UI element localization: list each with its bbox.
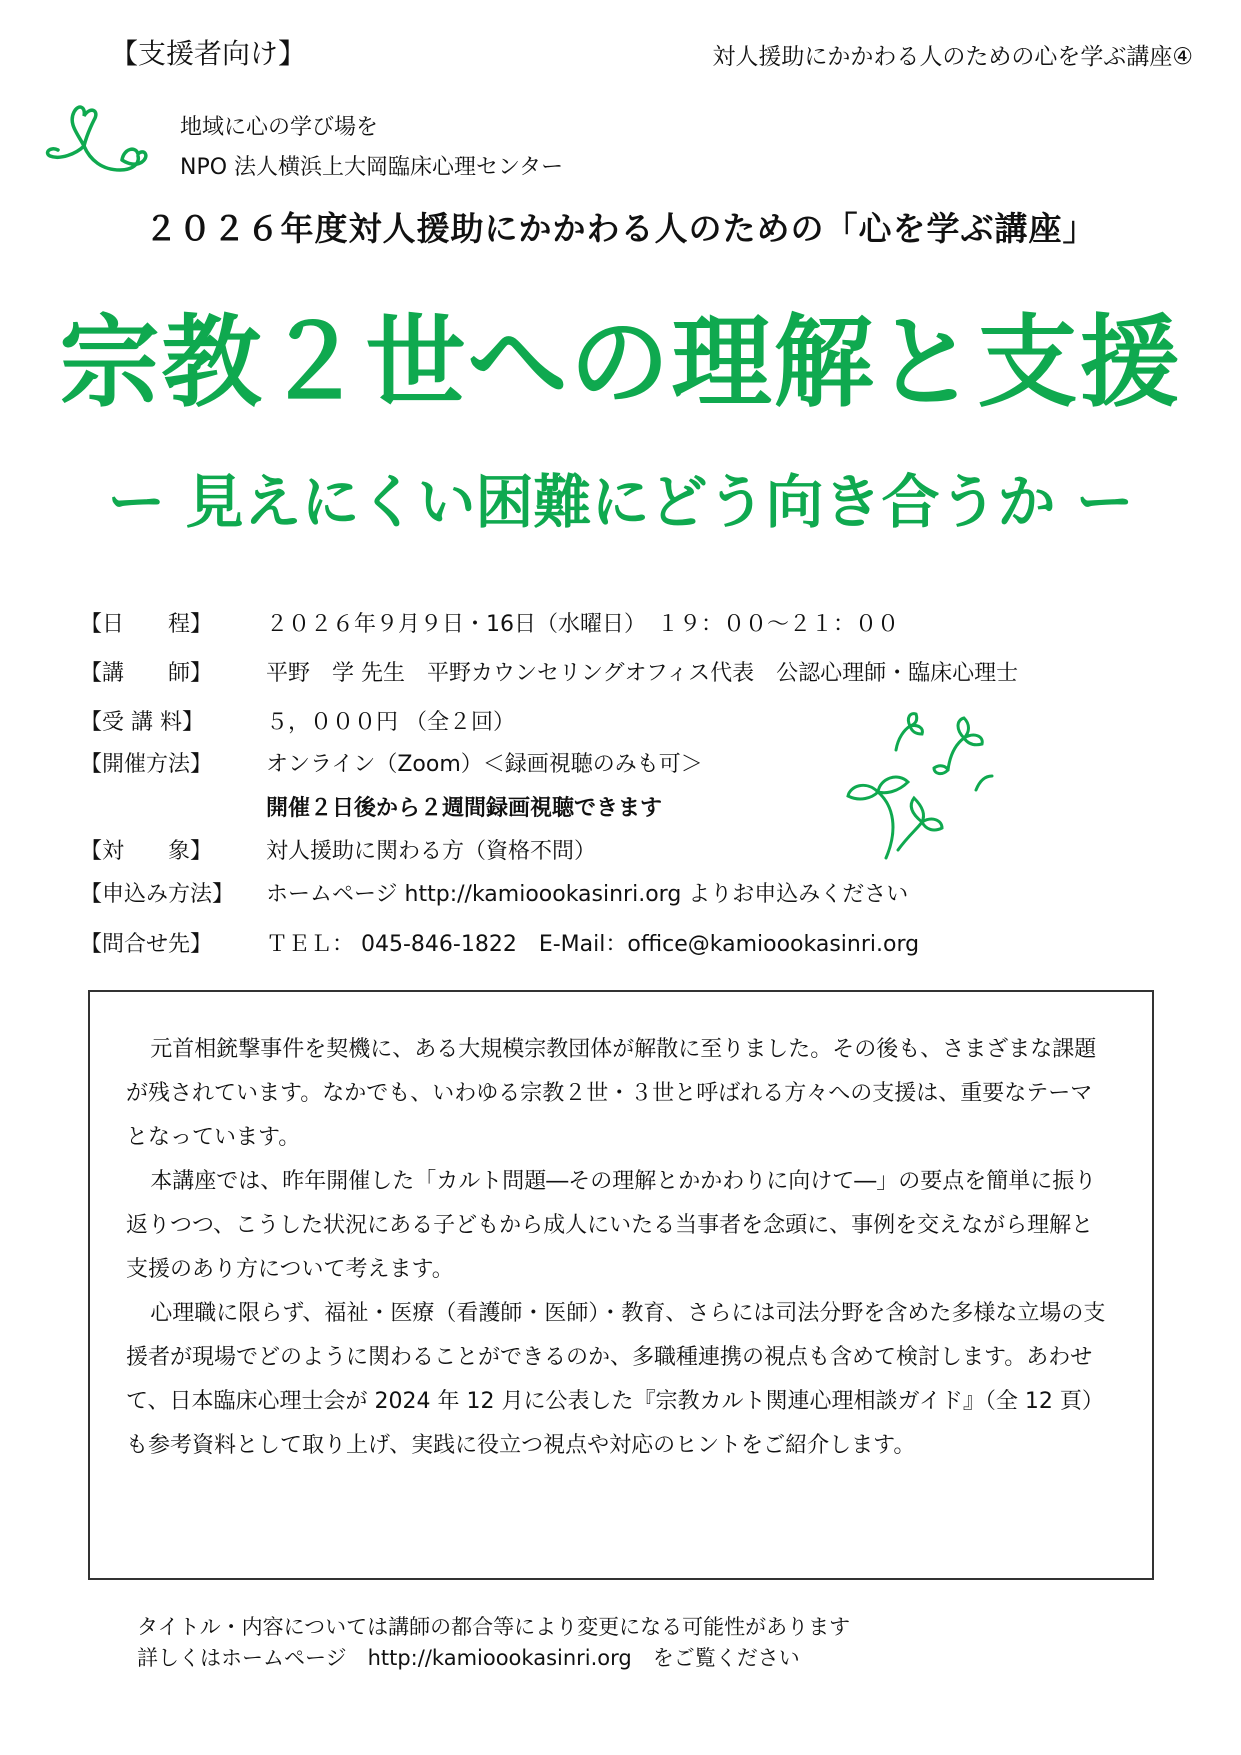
- program-title: ２０２６年度対人援助にかかわる人のための「心を学ぶ講座」: [144, 209, 1097, 248]
- org-motto: 地域に心の学び場を: [180, 115, 379, 140]
- schedule-label: 【日 程】: [80, 611, 213, 637]
- schedule-value: ２０２６年９月９日・16日（水曜日） １９：００〜２１：００: [266, 611, 899, 637]
- contact-value: ＴＥＬ： 045-846-1822 E-Mail：office@kamioookasinri.org: [266, 931, 920, 957]
- main-title: 宗教２世への理解と支援: [59, 304, 1182, 421]
- description-paragraph: 元首相銃撃事件を契機に、ある大規模宗教団体が解散に至りました。その後も、さまざまな課題が残されています。なかでも、いわゆる宗教２世・３世と呼ばれる方々への支援は、重要なテーマとなっています。: [126, 1037, 1097, 1150]
- target-value: 対人援助に関わる方（資格不問）: [266, 838, 597, 864]
- lecturer-value: 平野 学 先生 平野カウンセリングオフィス代表 公認心理師・臨床心理士: [266, 660, 1019, 686]
- footer-note: タイトル・内容については講師の都合等により変更になる可能性があります: [137, 1615, 851, 1639]
- method-label: 【開催方法】: [80, 751, 213, 777]
- lecturer-row: [80, 653, 1018, 689]
- fee-row: [80, 702, 515, 738]
- fee-value: ５，０００円 （全２回）: [266, 709, 515, 735]
- subtitle: ー 見えにくい困難にどう向き合うか ー: [107, 468, 1134, 536]
- contact-label: 【問合せ先】: [80, 931, 213, 957]
- method-value: オンライン（Zoom）＜録画視聴のみも可＞: [266, 751, 703, 777]
- fee-label: 【受 講 料】: [80, 709, 204, 735]
- description-paragraph: 心理職に限らず、福祉・医療（看護師・医師）・教育、さらには司法分野を含めた多様な立場の支援者が現場でどのように関わることができるのか、多職種連携の視点も含めて検討します。あわせて、日本臨床心理士会が 2024 年 12 月に公表した『宗教カルト関連心理相談ガイド』（全 12 頁）も参考資料として取り上げ、実践に役立つ視点や対応のヒントをご紹介します。: [126, 1301, 1106, 1458]
- sprout-icon: [838, 710, 998, 860]
- description-paragraph: 本講座では、昨年開催した「カルト問題―その理解とかかわりに向けて―」の要点を簡単に振り返りつつ、こうした状況にある子どもから成人にいたる当事者を念頭に、事例を交えながら理解と支援のあり方について考えます。: [126, 1169, 1097, 1282]
- description-box: [88, 990, 1154, 1580]
- apply-value: ホームページ http://kamioookasinri.org よりお申込みください: [266, 881, 909, 907]
- series-label: 対人援助にかかわる人のための心を学ぶ講座④: [712, 44, 1193, 70]
- target-label: 【対 象】: [80, 838, 213, 864]
- lecturer-label: 【講 師】: [80, 660, 213, 686]
- contact-row: [80, 924, 919, 960]
- apply-label: 【申込み方法】: [80, 881, 235, 907]
- apply-row: [80, 874, 908, 910]
- method-note-row: [80, 788, 662, 824]
- clover-logo-icon: [40, 98, 152, 182]
- target-row: [80, 831, 596, 867]
- schedule-row: [80, 604, 899, 640]
- method-row: [80, 744, 703, 780]
- audience-tag: 【支援者向け】: [110, 37, 307, 70]
- method-note: 開催２日後から２週間録画視聴できます: [266, 795, 663, 821]
- org-name: NPO 法人横浜上大岡臨床心理センター: [180, 155, 564, 180]
- footer-website: 詳しくはホームページ http://kamioookasinri.org をご覧ください: [137, 1646, 800, 1670]
